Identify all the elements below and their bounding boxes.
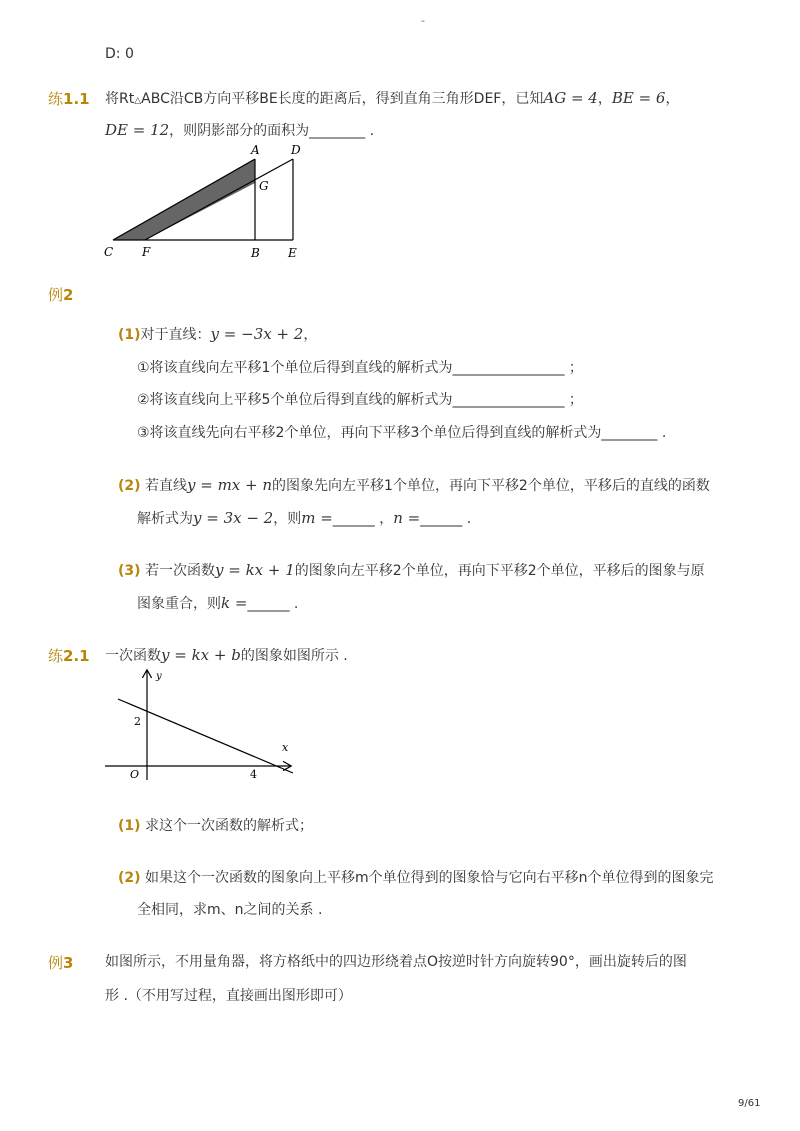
exercise-2-1-label	[48, 645, 90, 666]
ex2-p1-tail: ，	[303, 327, 318, 343]
ex11-math-de: DE = 12	[105, 121, 170, 139]
ex11-text3: ，则阴影部分的面积为________ .	[169, 123, 375, 139]
ex2-part2-line2	[137, 508, 471, 529]
part-number: (1)	[118, 818, 141, 834]
exercise-1-1-line2	[105, 120, 374, 141]
part-number: (2)	[118, 478, 141, 494]
point-c-label: C	[104, 245, 114, 259]
exercise-1-1-line1	[105, 88, 679, 111]
ex11-math-ag: AG = 4	[543, 89, 598, 107]
point-a-label: A	[251, 143, 260, 157]
function-line	[118, 699, 293, 773]
part-number: (3)	[118, 563, 141, 579]
line-ca	[113, 159, 255, 240]
label-prefix: 练	[48, 90, 64, 108]
ex2-p2-e: ______ ，	[332, 511, 394, 527]
label-prefix: 例	[48, 286, 64, 304]
ex21-math: y = kx + b	[161, 646, 241, 664]
point-g-label: G	[259, 179, 269, 193]
label-prefix: 例	[48, 954, 64, 972]
ex2-part3-line1	[118, 560, 705, 581]
y-intercept-label: 2	[134, 715, 141, 728]
label-number: 3	[63, 954, 74, 972]
ex21-q1	[118, 816, 313, 836]
ex11-math-be: BE = 6	[611, 89, 666, 107]
label-number: 2	[63, 286, 74, 304]
label-number: 2.1	[63, 647, 90, 665]
ex11-comma1: ，	[597, 91, 612, 107]
exercise-2-1-line	[105, 645, 348, 666]
option-d: D: 0	[105, 46, 134, 62]
label-number: 1.1	[63, 90, 90, 108]
example-3-label	[48, 952, 73, 973]
ex2-p3-math2: k =	[221, 594, 248, 612]
ex2-p2-b: 的图象先向左平移1个单位，再向下平移2个单位，平移后的直线的函数	[272, 478, 710, 494]
ex2-p2-c: 解析式为	[137, 511, 193, 527]
point-e-label: E	[288, 246, 297, 260]
ex2-part3-line2	[137, 593, 298, 614]
x-intercept-label: 4	[250, 768, 257, 781]
origin-label: O	[130, 768, 140, 781]
ex2-p3-a: 若一次函数	[145, 563, 215, 579]
ex2-p3-b: 的图象向左平移2个单位，再向下平移2个单位，平移后的图象与原	[294, 563, 705, 579]
line-fd	[145, 159, 293, 240]
part-number: (1)	[118, 327, 141, 343]
ex2-p2-f: ______ .	[420, 511, 472, 527]
point-d-label: D	[291, 143, 301, 157]
ex3-line1: 如图所示，不用量角器，将方格纸中的四边形绕着点O按逆时针方向旋转90°，画出旋转后的图	[105, 954, 687, 970]
ex2-part2-line1	[118, 475, 710, 496]
point-f-label: F	[142, 245, 151, 259]
ex21-q2a-text: 如果这个一次函数的图象向上平移m个单位得到的图象恰与它向右平移n个单位得到的图象完	[145, 870, 714, 886]
label-prefix: 练	[48, 647, 64, 665]
ex21-q2-line2: 全相同，求m、n之间的关系 .	[137, 902, 323, 918]
ex2-p2-math2: y = 3x − 2	[193, 509, 274, 527]
ex2-p2-d: ，则	[273, 511, 302, 527]
ex2-p1-sub1: ①将该直线向左平移1个单位后得到直线的解析式为________________ ；	[137, 360, 583, 376]
ex2-p2-a: 若直线	[145, 478, 187, 494]
ex2-p1-sub3: ③将该直线先向右平移2个单位，再向下平移3个单位后得到直线的解析式为________ .	[137, 425, 667, 441]
translation-figure	[100, 142, 320, 262]
ex11-text1: 将Rt	[105, 91, 135, 107]
ex2-p3-math1: y = kx + 1	[215, 561, 295, 579]
point-b-label: B	[251, 246, 260, 260]
x-axis-label: x	[282, 741, 289, 754]
ex21-b: 的图象如图所示 .	[240, 648, 348, 664]
ex21-a: 一次函数	[105, 648, 161, 664]
ex11-comma2: ，	[665, 91, 680, 107]
y-axis-label: y	[156, 671, 162, 682]
triangle-symbol: △	[134, 96, 142, 106]
ex2-p1-math: y = −3x + 2	[210, 325, 304, 343]
page-number: 9/61	[738, 1098, 761, 1109]
ex2-p1-sub2: ②将该直线向上平移5个单位后得到直线的解析式为________________ ；	[137, 392, 583, 408]
ex2-p1-lead: 对于直线：	[140, 327, 211, 343]
linear-function-graph	[100, 665, 300, 785]
exercise-1-1-label	[48, 88, 90, 109]
ex2-part1	[118, 324, 317, 345]
ex2-p3-c: 图象重合，则	[137, 596, 221, 612]
ex21-q1-text: 求这个一次函数的解析式；	[145, 818, 313, 834]
ex21-q2-line1	[118, 868, 714, 888]
part-number: (2)	[118, 870, 141, 886]
ex11-text2: ABC沿CB方向平移BE长度的距离后，得到直角三角形DEF，已知	[141, 91, 544, 107]
ex2-p2-math3: m =	[301, 509, 333, 527]
ex2-p2-math1: y = mx + n	[187, 476, 273, 494]
example-2-label	[48, 284, 73, 305]
ex2-p2-math4: n =	[393, 509, 421, 527]
ex3-line2: 形 .（不用写过程，直接画出图形即可）	[105, 988, 352, 1004]
ex2-p3-d: ______ .	[247, 596, 299, 612]
header-mark: -	[421, 14, 425, 27]
